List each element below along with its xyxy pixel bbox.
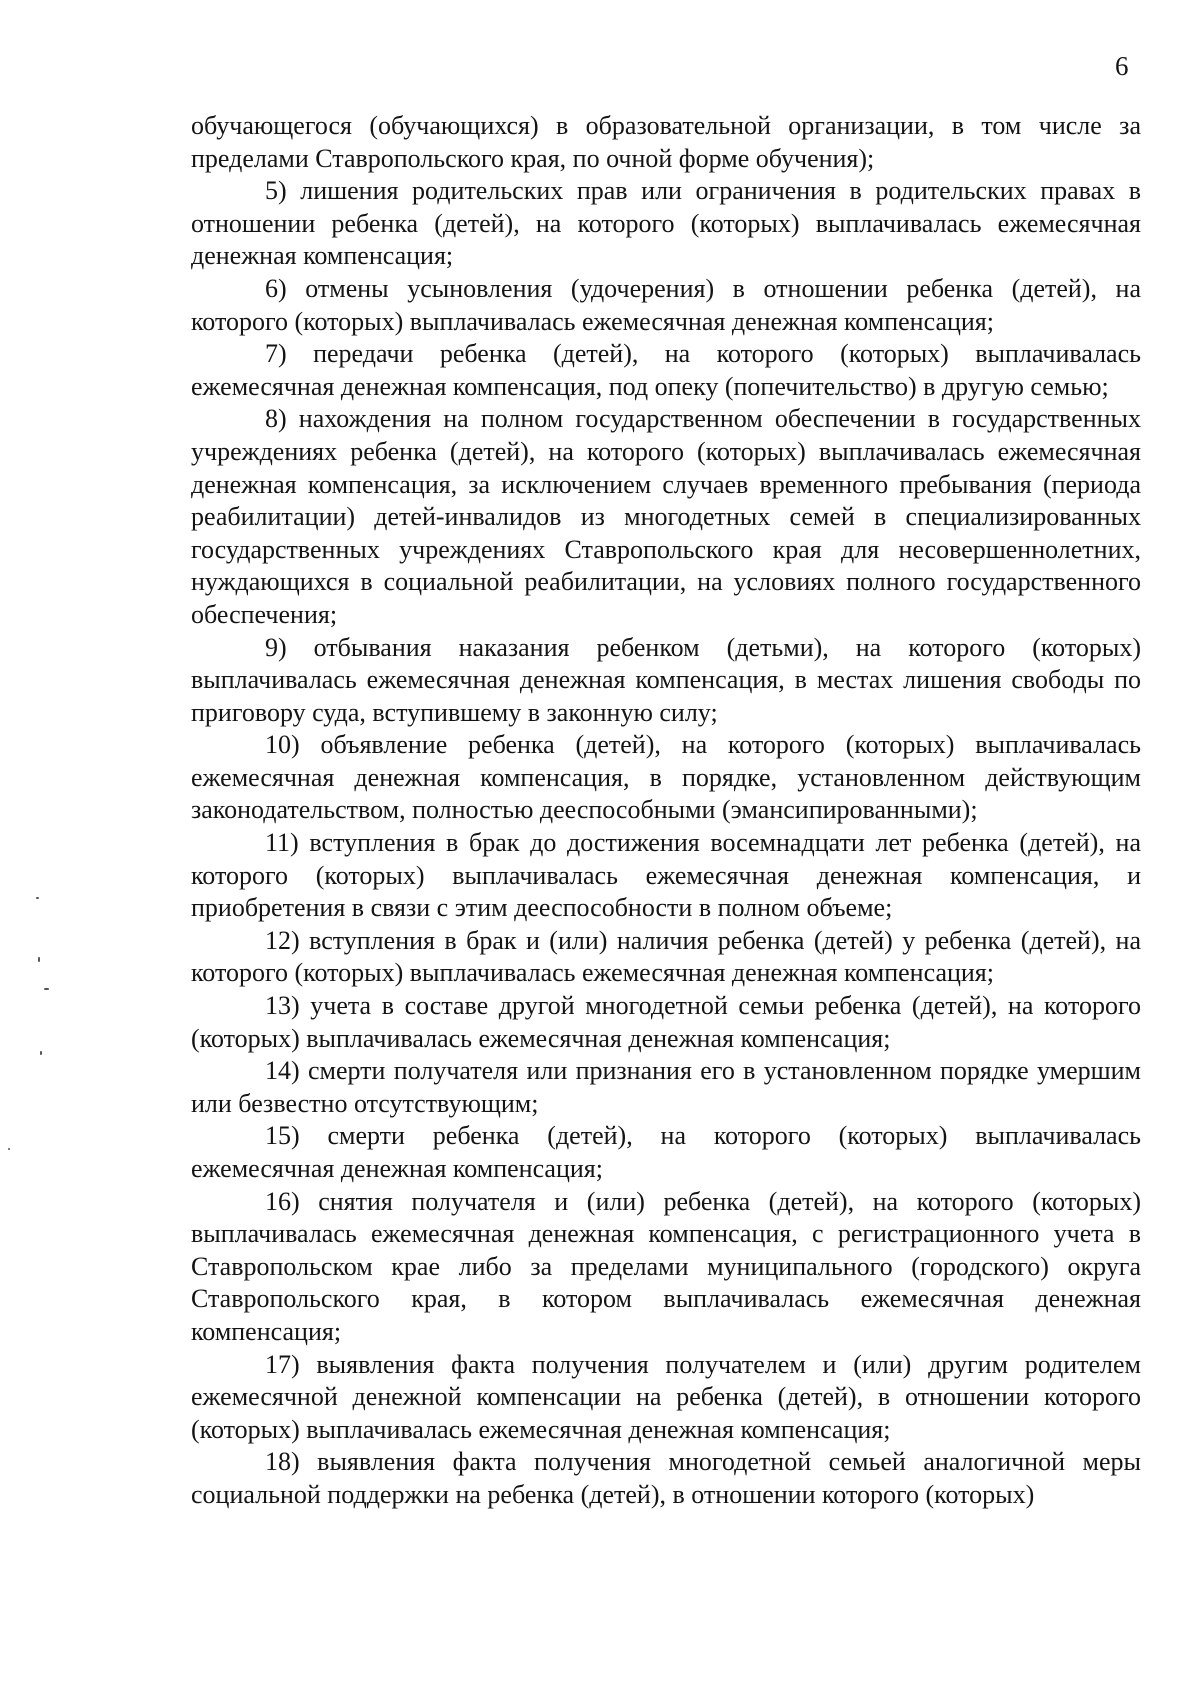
list-item-16: 16) снятия получателя и (или) ребенка (детей), на которого (которых) выплачивалась ежемесячная денежная компенсация, с регистрационного учета в Ставропольском крае либо за пределами муниципального (городского) округа Ставропольского края, в котором выплачивалась ежемесячная денежная компенсация; (191, 1186, 1141, 1346)
list-item-14: 14) смерти получателя или признания его в установленном порядке умершим или безвестно отсутствующим; (191, 1056, 1141, 1118)
scan-artifact (44, 988, 49, 990)
page-number: 6 (1115, 51, 1129, 81)
list-item-13: 13) учета в составе другой многодетной семьи ребенка (детей), на которого (которых) выплачивалась ежемесячная денежная компенсация; (191, 991, 1141, 1053)
list-item-15: 15) смерти ребенка (детей), на которого (которых) выплачивалась ежемесячная денежная компенсация; (191, 1121, 1141, 1183)
paragraph-continuation: обучающегося (обучающихся) в образовательной организации, в том числе за пределами Ставропольского края, по очной форме обучения); (191, 111, 1141, 173)
list-item-17: 17) выявления факта получения получателем и (или) другим родителем ежемесячной денежной компенсации на ребенка (детей), в отношении которого (которых) выплачивалась ежемесячная денежная компенсация; (191, 1349, 1141, 1444)
list-item-11: 11) вступления в брак до достижения восемнадцати лет ребенка (детей), на которого (которых) выплачивалась ежемесячная денежная компенсация, и приобретения в связи с этим дееспособности в полном объеме; (191, 828, 1141, 923)
list-item-10: 10) объявление ребенка (детей), на которого (которых) выплачивалась ежемесячная денежная компенсация, в порядке, установленном действующим законодательством, полностью дееспособными (эмансипированными); (191, 730, 1141, 825)
list-item-12: 12) вступления в брак и (или) наличия ребенка (детей) у ребенка (детей), на которого (которых) выплачивалась ежемесячная денежная компенсация; (191, 925, 1141, 988)
list-item-5: 5) лишения родительских прав или ограничения в родительских правах в отношении ребенка (детей), на которого (которых) выплачивалась ежемесячная денежная компенсация; (191, 176, 1141, 271)
scan-artifact (38, 957, 40, 962)
list-item-8: 8) нахождения на полном государственном обеспечении в государственных учреждениях ребенка (детей), на которого (которых) выплачивалась ежемесячная денежная компенсация, за исключением случаев временного пребывания (периода реабилитации) детей-инвалидов из многодетных семей в специализированных государственных учреждениях Ставропольского края для несовершеннолетних, нуждающихся в социальной реабилитации, на условиях полного государственного обеспечения; (191, 404, 1141, 629)
list-item-9: 9) отбывания наказания ребенком (детьми), на которого (которых) выплачивалась ежемесячная денежная компенсация, в местах лишения свободы по приговору суда, вступившему в законную силу; (191, 632, 1141, 727)
list-item-6: 6) отмены усыновления (удочерения) в отношении ребенка (детей), на которого (которых) выплачивалась ежемесячная денежная компенсация; (191, 273, 1141, 336)
scan-artifact (36, 897, 39, 899)
scan-artifact (40, 1051, 42, 1055)
list-item-18: 18) выявления факта получения многодетной семьей аналогичной меры социальной поддержки на ребенка (детей), в отношении которого (которых) (191, 1447, 1141, 1509)
document-body (191, 110, 1141, 1512)
scan-artifact (8, 1148, 10, 1150)
list-item-7: 7) передачи ребенка (детей), на которого (которых) выплачивалась ежемесячная денежная компенсация, под опеку (попечительство) в другую семью; (191, 339, 1141, 401)
